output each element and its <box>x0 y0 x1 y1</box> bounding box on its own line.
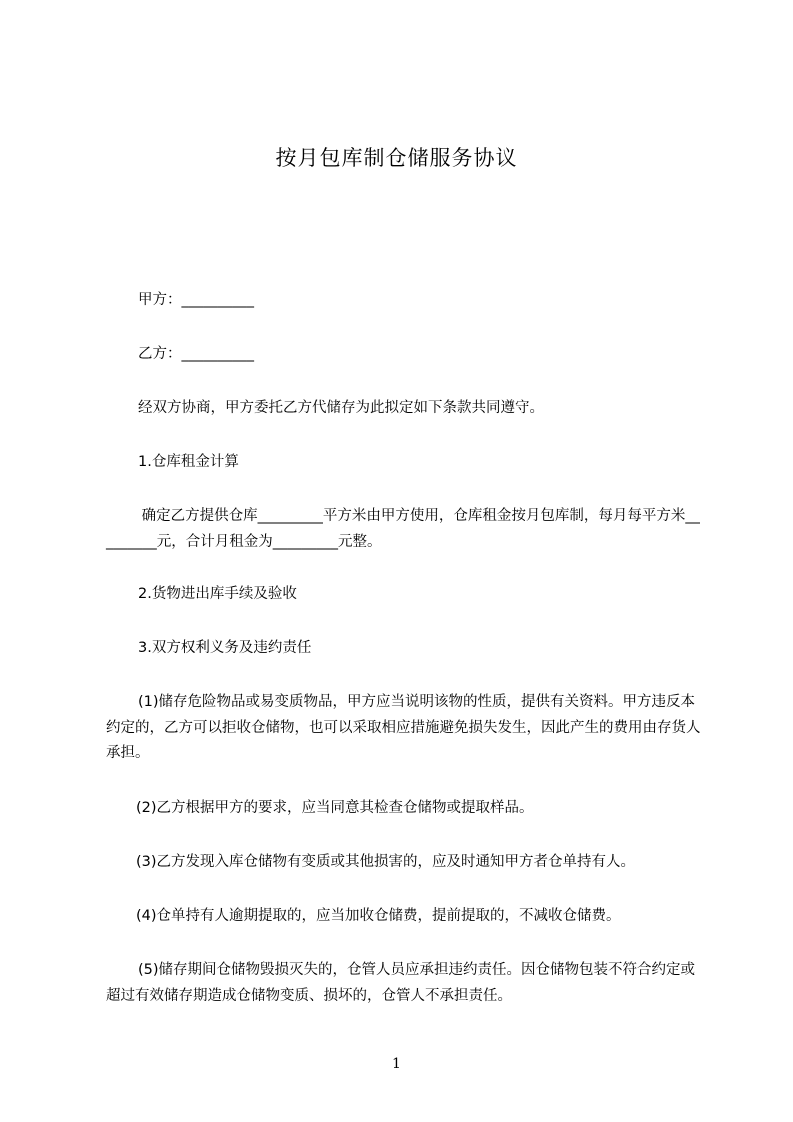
page-number: 1 <box>392 1056 401 1072</box>
clause-1: (1)储存危险物品或易变质物品，甲方应当说明该物的性质，提供有关资料。甲方违反本约定的，乙方可以拒收仓储物，也可以采取相应措施避免损失发生，因此产生的费用由存货人承担。 <box>106 694 701 761</box>
party-a-line: 甲方：__________ <box>138 292 254 308</box>
clause-3: (3)乙方发现入库仓储物有变质或其他损害的，应及时通知甲方者仓单持有人。 <box>136 854 636 870</box>
party-b-line: 乙方：__________ <box>138 346 254 362</box>
clause-2: (2)乙方根据甲方的要求，应当同意其检查仓储物或提取样品。 <box>136 800 534 816</box>
intro-paragraph: 经双方协商，甲方委托乙方代储存为此拟定如下条款共同遵守。 <box>138 400 544 416</box>
clause-4: (4)仓单持有人逾期提取的，应当加收仓储费，提前提取的，不减收仓储费。 <box>136 908 621 924</box>
document-title: 按月包库制仓储服务协议 <box>275 146 518 170</box>
section-2-heading: 2.货物进出库手续及验收 <box>138 586 297 602</box>
section-1-body: 确定乙方提供仓库_________平方米由甲方使用，仓库租金按月包库制，每月每平方米_________元，合计月租金为_________元整。 <box>106 508 700 550</box>
section-3-heading: 3.双方权利义务及违约责任 <box>138 640 312 656</box>
section-1-heading: 1.仓库租金计算 <box>138 454 239 470</box>
clause-5: (5)储存期间仓储物毁损灭失的，仓管人员应承担违约责任。因仓储物包装不符合约定或超过有效储存期造成仓储物变质、损坏的，仓管人不承担责任。 <box>106 962 696 1004</box>
